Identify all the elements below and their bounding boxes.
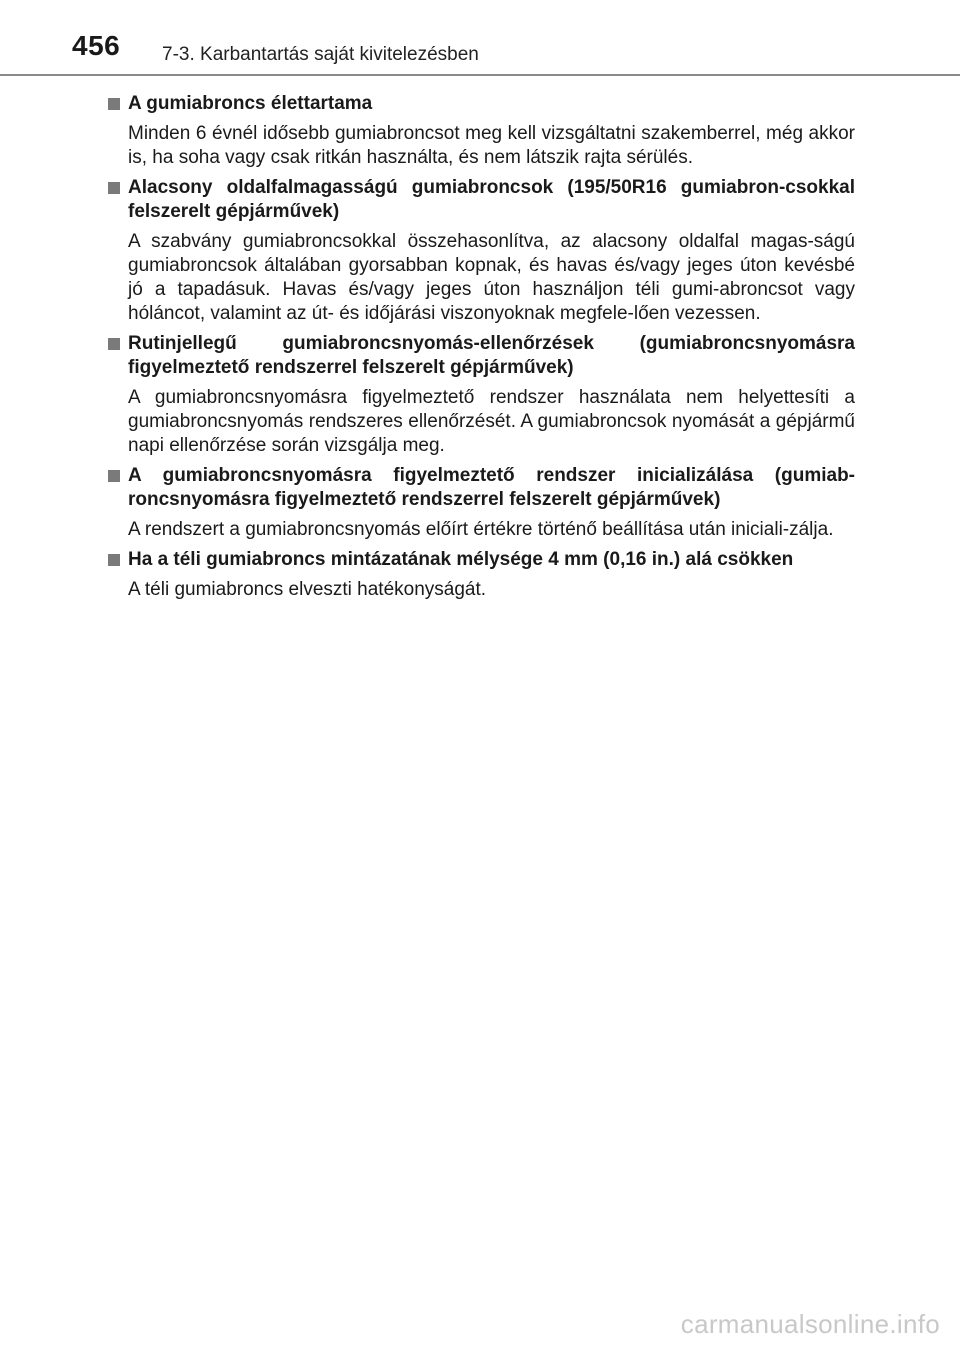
- topic-tire-lifetime: [108, 92, 855, 170]
- topic-heading-text: A gumiabroncsnyomásra figyelmeztető rendszer inicializálása (gumiab-roncsnyomásra figyelmeztető rendszerrel felszerelt gépjárművek): [128, 465, 855, 510]
- square-bullet-icon: [108, 182, 120, 194]
- square-bullet-icon: [108, 554, 120, 566]
- header-divider: [0, 74, 960, 76]
- topic-body: A téli gumiabroncs elveszti hatékonyságát.: [128, 579, 487, 600]
- topic-body: Minden 6 évnél idősebb gumiabroncsot meg kell vizsgáltatni szakemberrel, még akkor is, ha soha vagy csak ritkán használta, és nem látszik rajta sérülés.: [128, 123, 855, 168]
- topic-heading: [108, 332, 855, 380]
- topic-heading: [108, 548, 855, 572]
- topic-heading: [108, 92, 855, 116]
- topic-heading-text: Rutinjellegű gumiabroncsnyomás-ellenőrzések (gumiabroncsnyomásra figyelmeztető rendszerrel felszerelt gépjárművek): [128, 333, 855, 378]
- topic-routine-pressure-checks: [108, 332, 855, 458]
- topic-heading: [108, 464, 855, 512]
- page-content: [108, 92, 855, 608]
- topic-body: A szabvány gumiabroncsokkal összehasonlítva, az alacsony oldalfal magas-ságú gumiabroncsok általában gyorsabban kopnak, és havas és/vagy jeges úton kevésbé jó a tapadásuk. Havas és/vagy jeges úton használjon téli gumi-abroncsot vagy hóláncot, valamint az út- és időjárási viszonyoknak megfele-lően vezessen.: [128, 231, 855, 324]
- topic-low-profile-tires: [108, 176, 855, 326]
- topic-heading-text: Alacsony oldalfalmagasságú gumiabroncsok (195/50R16 gumiabron-csokkal felszerelt gépjárművek): [128, 177, 855, 222]
- topic-heading: [108, 176, 855, 224]
- watermark: carmanualsonline.info: [680, 1309, 940, 1339]
- page-number: 456: [72, 30, 121, 61]
- topic-winter-tire-tread-depth: [108, 548, 855, 602]
- section-title: 7-3. Karbantartás saját kivitelezésben: [162, 44, 479, 65]
- topic-body: A rendszert a gumiabroncsnyomás előírt értékre történő beállítása után iniciali-zálja.: [128, 519, 834, 540]
- topic-body: A gumiabroncsnyomásra figyelmeztető rendszer használata nem helyettesíti a gumiabroncsnyomás rendszeres ellenőrzését. A gumiabroncsok nyomását a gépjármű napi ellenőrzése során vizsgálja meg.: [128, 387, 855, 456]
- page-header: [0, 0, 960, 80]
- square-bullet-icon: [108, 470, 120, 482]
- square-bullet-icon: [108, 98, 120, 110]
- topic-heading-text: Ha a téli gumiabroncs mintázatának mélysége 4 mm (0,16 in.) alá csökken: [128, 549, 794, 570]
- square-bullet-icon: [108, 338, 120, 350]
- topic-heading-text: A gumiabroncs élettartama: [128, 93, 373, 114]
- topic-warning-system-initialization: [108, 464, 855, 542]
